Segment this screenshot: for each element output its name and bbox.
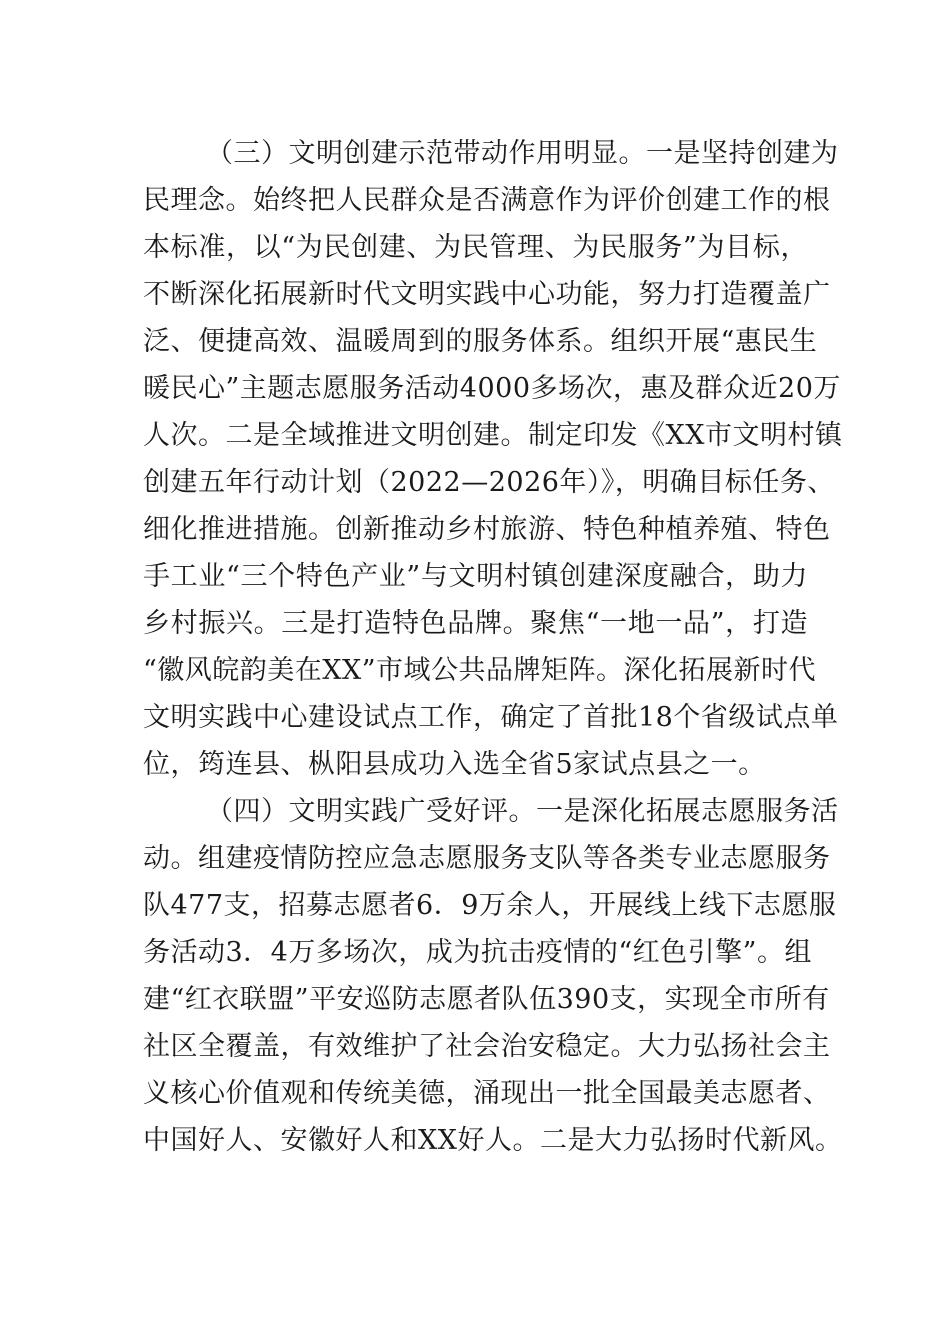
paragraph-3-line-5: 泛、便捷高效、温暖周到的服务体系。组织开展“惠民生	[143, 326, 818, 357]
paragraph-4-line-5: 建“红衣联盟”平安巡防志愿者队伍390支，实现全市所有	[143, 984, 830, 1015]
paragraph-4-line-8: 中国好人、安徽好人和XX好人。二是大力弘扬时代新风。	[143, 1125, 843, 1156]
paragraph-3-line-2: 民理念。始终把人民群众是否满意作为评价创建工作的根	[143, 185, 831, 216]
paragraph-3-line-9: 细化推进措施。创新推动乡村旅游、特色种植养殖、特色	[143, 514, 831, 545]
paragraph-4-line-7: 义核心价值观和传统美德，涌现出一批全国最美志愿者、	[143, 1078, 831, 1109]
paragraph-4-line-3: 队477支，招募志愿者6．9万余人，开展线上线下志愿服	[143, 890, 837, 921]
paragraph-3-line-14: 位，筠连县、枞阳县成功入选全省5家试点县之一。	[143, 749, 766, 780]
paragraph-3-line-6: 暖民心”主题志愿服务活动4000多场次，惠及群众近20万	[143, 373, 841, 404]
paragraph-3-line-7: 人次。二是全域推进文明创建。制定印发《XX市文明村镇	[143, 420, 843, 451]
paragraph-3-line-3: 本标准，以“为民创建、为民管理、为民服务”为目标，	[143, 232, 808, 263]
paragraph-3-line-4: 不断深化拓展新时代文明实践中心功能，努力打造覆盖广	[143, 279, 831, 310]
paragraph-4-line-4: 务活动3．4万多场次，成为抗击疫情的“红色引擎”。组	[143, 937, 812, 968]
paragraph-4-line-1: （四）文明实践广受好评。一是深化拓展志愿服务活	[206, 796, 839, 827]
paragraph-3-line-13: 文明实践中心建设试点工作，确定了首批18个省级试点单	[143, 702, 839, 733]
paragraph-4-line-2: 动。组建疫情防控应急志愿服务支队等各类专业志愿服务	[143, 843, 831, 874]
paragraph-3-line-1: （三）文明创建示范带动作用明显。一是坚持创建为	[206, 138, 839, 169]
paragraph-4-line-6: 社区全覆盖，有效维护了社会治安稳定。大力弘扬社会主	[143, 1031, 831, 1062]
paragraph-3-line-11: 乡村振兴。三是打造特色品牌。聚焦“一地一品”，打造	[143, 608, 808, 639]
paragraph-3-line-8: 创建五年行动计划（2022—2026年）》，明确目标任务、	[143, 467, 835, 498]
paragraph-3-line-10: 手工业“三个特色产业”与文明村镇创建深度融合，助力	[143, 561, 808, 592]
paragraph-3-line-12: “徽风皖韵美在XX”市域公共品牌矩阵。深化拓展新时代	[143, 655, 817, 686]
